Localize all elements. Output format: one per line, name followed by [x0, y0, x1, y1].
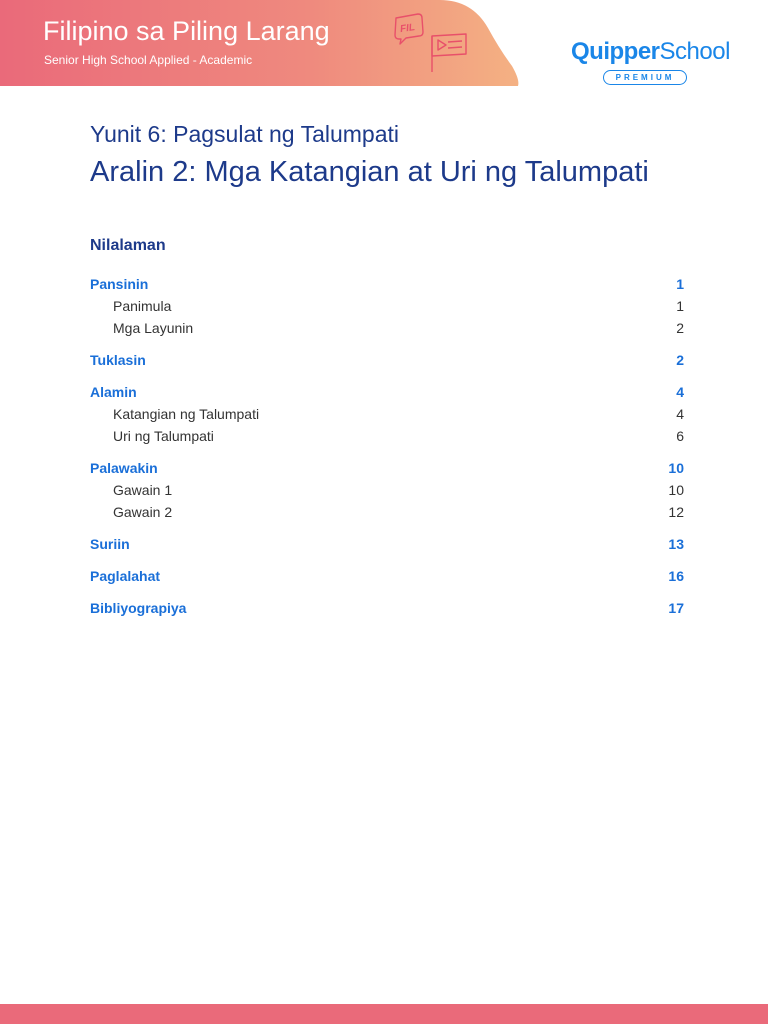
- toc-entry-label: Panimula: [113, 298, 172, 314]
- toc-section-entry[interactable]: [90, 382, 684, 402]
- toc-subsection-entry[interactable]: [90, 502, 684, 522]
- footer-bar: [0, 1004, 768, 1024]
- toc-entry-page-number: 4: [676, 406, 684, 422]
- toc-entry-label: Alamin: [90, 384, 137, 400]
- toc-heading: Nilalaman: [90, 237, 166, 254]
- deco-label: FIL: [399, 22, 416, 36]
- toc-entry-label: Uri ng Talumpati: [113, 428, 214, 444]
- toc-entry-page-number: 16: [668, 568, 684, 584]
- toc-entry-page-number: 12: [668, 504, 684, 520]
- toc-entry-label: Gawain 1: [113, 482, 173, 498]
- toc-entry-label: Paglalahat: [90, 568, 161, 584]
- toc-entry-page-number: 2: [676, 320, 684, 336]
- toc-entry-label: Gawain 2: [113, 504, 173, 520]
- course-subtitle: Senior High School Applied - Academic: [44, 53, 253, 67]
- toc-subsection-entry[interactable]: [90, 426, 684, 446]
- table-of-contents: [90, 274, 684, 618]
- logo-premium-badge: PREMIUM: [603, 70, 687, 85]
- toc-entry-label: Tuklasin: [90, 352, 146, 368]
- flag-speech-icon: [390, 10, 470, 76]
- toc-section-entry[interactable]: [90, 350, 684, 370]
- toc-entry-page-number: 10: [668, 460, 684, 476]
- toc-entry-page-number: 4: [676, 384, 684, 400]
- toc-subsection-entry[interactable]: [90, 404, 684, 424]
- toc-subsection-entry[interactable]: [90, 296, 684, 316]
- quipper-school-logo: [571, 38, 730, 90]
- course-title: Filipino sa Piling Larang: [43, 16, 330, 46]
- toc-subsection-entry[interactable]: [90, 480, 684, 500]
- toc-entry-label: Suriin: [90, 536, 130, 552]
- toc-section-entry[interactable]: [90, 534, 684, 554]
- toc-entry-label: Mga Layunin: [113, 320, 194, 336]
- toc-subsection-entry[interactable]: [90, 318, 684, 338]
- toc-entry-label: Palawakin: [90, 460, 158, 476]
- toc-entry-page-number: 6: [676, 428, 684, 444]
- logo-quipper: Quipper: [571, 38, 660, 65]
- toc-entry-page-number: 13: [668, 536, 684, 552]
- toc-section-entry[interactable]: [90, 598, 684, 618]
- toc-entry-label: Pansinin: [90, 276, 149, 292]
- header-banner: [0, 0, 768, 86]
- toc-section-entry[interactable]: [90, 566, 684, 586]
- logo-school: School: [659, 38, 730, 65]
- toc-entry-label: Bibliyograpiya: [90, 600, 187, 616]
- toc-entry-label: Katangian ng Talumpati: [113, 406, 260, 422]
- toc-entry-page-number: 10: [668, 482, 684, 498]
- toc-entry-page-number: 1: [676, 276, 684, 292]
- toc-entry-page-number: 17: [668, 600, 684, 616]
- toc-section-entry[interactable]: [90, 458, 684, 478]
- lesson-title: Aralin 2: Mga Katangian at Uri ng Talumpati: [90, 156, 649, 188]
- toc-entry-page-number: 1: [676, 298, 684, 314]
- toc-entry-page-number: 2: [676, 352, 684, 368]
- unit-title: Yunit 6: Pagsulat ng Talumpati: [90, 121, 400, 147]
- toc-section-entry[interactable]: [90, 274, 684, 294]
